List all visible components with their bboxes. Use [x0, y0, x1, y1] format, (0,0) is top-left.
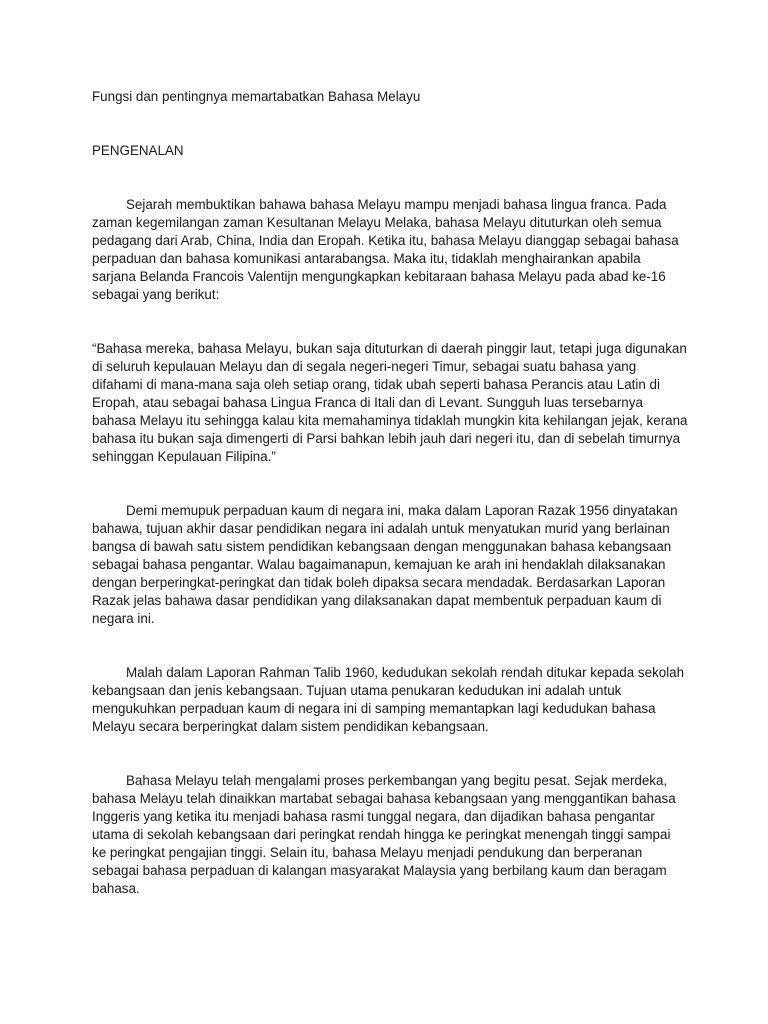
paragraph-laporan-razak: Demi memupuk perpaduan kaum di negara ini, maka dalam Laporan Razak 1956 dinyatakan bahawa, tujuan akhir dasar pendidikan negara ini adalah untuk menyatukan murid yang berlainan bangsa di bawah satu sistem pendidikan kebangsaan dengan menggunakan bahasa kebangsaan sebagai bahasa pengantar. Walau bagaimanapun, kemajuan ke arah ini hendaklah dilaksanakan dengan berperingkat-peringkat dan tidak boleh dipaksa secara mendadak. Berdasarkan Laporan Razak jelas bahawa dasar pendidikan yang dilaksanakan dapat membentuk perpaduan kaum di negara ini. [92, 503, 678, 626]
paragraph-laporan-rahman-talib: Malah dalam Laporan Rahman Talib 1960, kedudukan sekolah rendah ditukar kepada sekolah kebangsaan dan jenis kebangsaan. Tujuan utama penukaran kedudukan ini adalah untuk mengukuhkan perpaduan kaum di negara ini di samping memantapkan lagi kedudukan bahasa Melayu secara berperingkat dalam sistem pendidikan kebangsaan. [92, 665, 685, 734]
paragraph-introduction: Sejarah membuktikan bahawa bahasa Melayu mampu menjadi bahasa lingua franca. Pada zaman kegemilangan zaman Kesultanan Melayu Melaka, bahasa Melayu dituturkan oleh semua pedagang dari Arab, China, India dan Eropah. Ketika itu, bahasa Melayu dianggap sebagai bahasa perpaduan dan bahasa komunikasi antarabangsa. Maka itu, tidaklah menghairankan apabila sarjana Belanda Francois Valentijn mengungkapkan kebitaraan bahasa Melayu pada abad ke-16 sebagai yang berikut: [92, 197, 679, 302]
quotation-paragraph: “Bahasa mereka, bahasa Melayu, bukan saja dituturkan di daerah pinggir laut, tetapi juga digunakan di seluruh kepulauan Melayu dan di segala negeri-negeri Timur, sebagai suatu bahasa yang difahami di mana-mana saja oleh setiap orang, tidak ubah seperti bahasa Perancis atau Latin di Eropah, atau sebagai bahasa Lingua Franca di Itali dan di Levant. Sungguh luas tersebarnya bahasa Melayu itu sehingga kalau kita memahaminya tidaklah mungkin kita kehilangan jejak, kerana bahasa itu bukan saja dimengerti di Parsi bahkan lebih jauh dari negeri itu, dan di sebelah timurnya sehinggan Kepulauan Filipina.” [92, 341, 688, 464]
document-title: Fungsi dan pentingnya memartabatkan Bahasa Melayu [92, 89, 421, 104]
paragraph-perkembangan-bahasa: Bahasa Melayu telah mengalami proses perkembangan yang begitu pesat. Sejak merdeka, bahasa Melayu telah dinaikkan martabat sebagai bahasa kebangsaan yang menggantikan bahasa Inggeris yang ketika itu menjadi bahasa rasmi tunggal negara, dan dijadikan bahasa pengantar utama di sekolah kebangsaan dari peringkat rendah hingga ke peringkat menengah tinggi sampai ke peringkat pengajian tinggi. Selain itu, bahasa Melayu menjadi pendukung dan berperanan sebagai bahasa perpaduan di kalangan masyarakat Malaysia yang berbilang kaum dan beragam bahasa. [92, 773, 676, 896]
section-heading: PENGENALAN [92, 143, 184, 158]
